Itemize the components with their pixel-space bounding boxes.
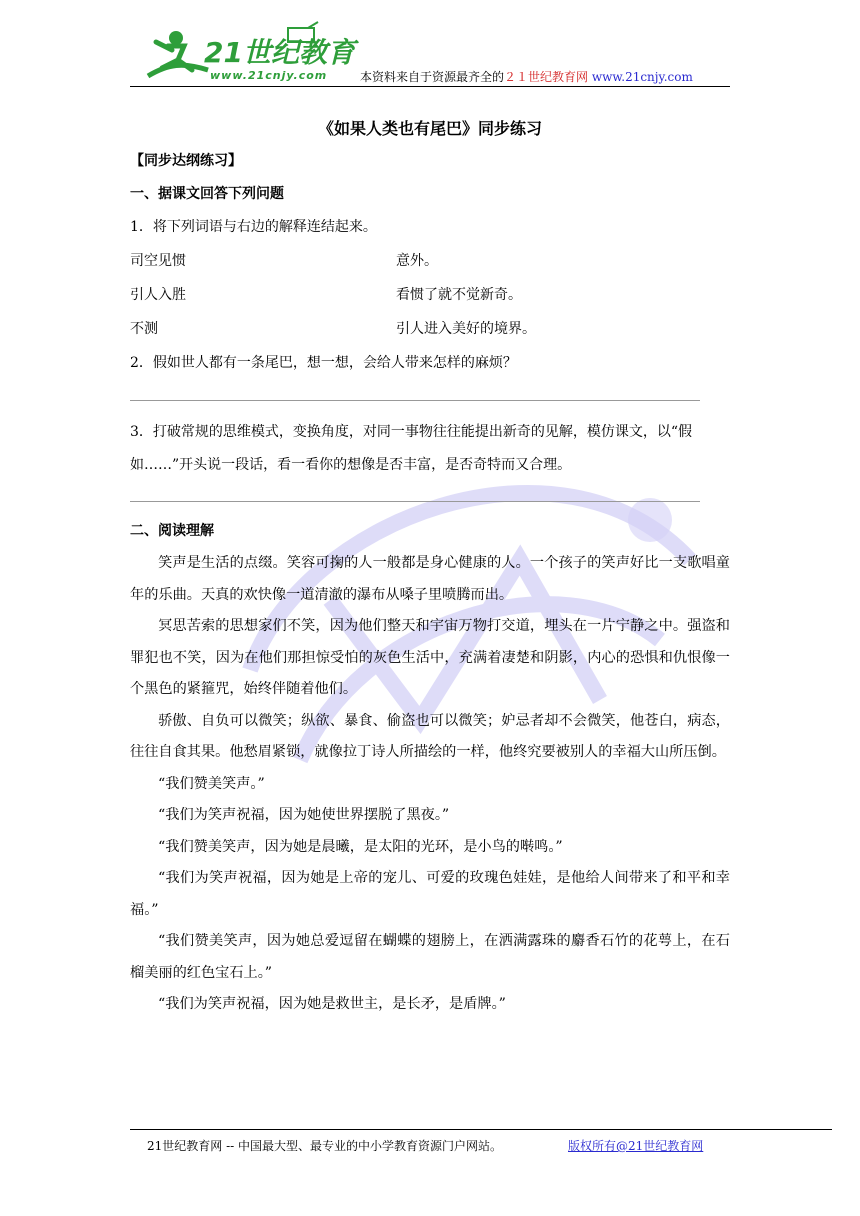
logo-text: 21世纪教育 <box>204 36 355 69</box>
site-logo <box>138 24 355 86</box>
match-word-3: 不测 <box>130 321 158 337</box>
passage-paragraph-5: “我们为笑声祝福，因为她使世界摆脱了黑夜。” <box>158 807 450 823</box>
question-1: 1．将下列词语与右边的解释连结起来。 <box>130 219 377 235</box>
match-word-1: 司空见惯 <box>130 253 186 269</box>
passage-paragraph-6: “我们赞美笑声，因为她是晨曦，是太阳的光环，是小鸟的啭鸣。” <box>158 838 563 855</box>
header-source-note <box>360 68 693 85</box>
passage-paragraph-4: “我们赞美笑声。” <box>158 775 265 792</box>
passage-paragraph-9: “我们为笑声祝福，因为她是救世主，是长矛，是盾牌。” <box>158 996 506 1012</box>
answer-line-3[interactable] <box>130 501 700 502</box>
footer-site-description: 21世纪教育网 -- 中国最大型、最专业的中小学教育资源门户网站。 <box>147 1139 503 1153</box>
section-tag: 【同步达纲练习】 <box>130 153 242 169</box>
passage-paragraph-8: “我们赞美笑声，因为她总爱逗留在蝴蝶的翅膀上，在洒满露珠的麝香石竹的花萼上，在石榴美丽的红色宝石上。” <box>130 933 730 981</box>
footer-copyright-link[interactable]: 版权所有@21世纪教育网 <box>568 1139 704 1153</box>
page-title: 《如果人类也有尾巴》同步练习 <box>317 119 542 138</box>
header-source-site[interactable]: ２１世纪教育网 <box>504 70 589 84</box>
match-meaning-2: 看惯了就不觉新奇。 <box>396 287 522 303</box>
logo-url-text: www.21cnjy.com <box>210 69 328 82</box>
footer-divider <box>130 1129 832 1130</box>
match-meaning-1: 意外。 <box>396 253 438 269</box>
reading-passage <box>130 548 730 1021</box>
passage-paragraph-7: “我们为笑声祝福，因为她是上帝的宠儿、可爱的玫瑰色娃娃，是他给人间带来了和平和幸福。” <box>130 870 730 918</box>
part2-heading: 二、阅读理解 <box>130 523 214 539</box>
question-2: 2．假如世人都有一条尾巴，想一想，会给人带来怎样的麻烦？ <box>130 355 517 371</box>
part1-heading: 一、据课文回答下列问题 <box>130 186 284 202</box>
question-3-line1: 3．打破常规的思维模式，变换角度，对同一事物往往能提出新奇的见解，模仿课文，以“假 <box>130 424 693 440</box>
header-source-url[interactable]: www.21cnjy.com <box>591 70 693 84</box>
match-word-2: 引人入胜 <box>130 287 186 303</box>
answer-line-2[interactable] <box>130 400 700 401</box>
passage-paragraph-3: 骄傲、自负可以微笑；纵欲、暴食、偷盗也可以微笑；妒忌者却不会微笑，他苍白，病态，往往自食其果。他愁眉紧锁，就像拉丁诗人所描绘的一样，他终究要被别人的幸福大山所压倒。 <box>130 712 730 760</box>
question-3-line2: 如……”开头说一段话，看一看你的想像是否丰富，是否奇特而又合理。 <box>130 457 572 473</box>
passage-paragraph-2: 冥思苦索的思想家们不笑，因为他们整天和宇宙万物打交道，埋头在一片宁静之中。强盗和罪犯也不笑，因为在他们那担惊受怕的灰色生活中，充满着凄楚和阴影，内心的恐惧和仇恨像一个黑色的紧箍咒，始终伴随着他们。 <box>130 618 730 697</box>
header-divider <box>130 86 730 87</box>
passage-paragraph-1: 笑声是生活的点缀。笑容可掬的人一般都是身心健康的人。一个孩子的笑声好比一支歌唱童年的乐曲。天真的欢快像一道清澈的瀑布从嗓子里喷腾而出。 <box>130 555 730 603</box>
match-meaning-3: 引人进入美好的境界。 <box>396 321 536 337</box>
header-source-prefix: 本资料来自于资源最齐全的 <box>360 70 505 84</box>
